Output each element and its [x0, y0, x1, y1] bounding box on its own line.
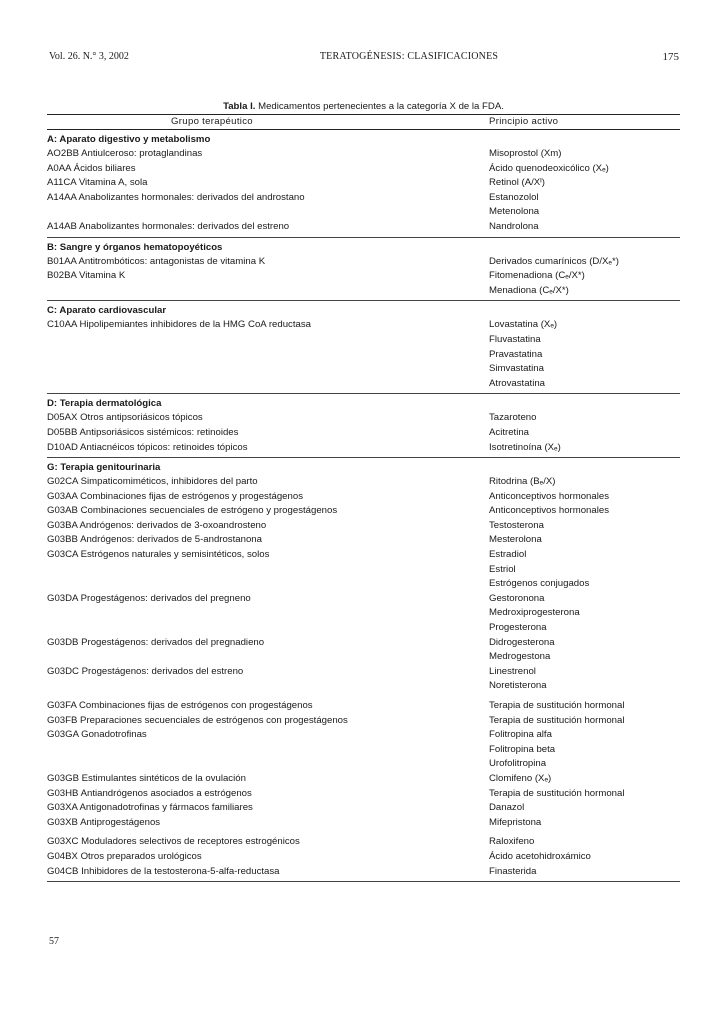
therapeutic-group-cell: G03DC Progestágenos: derivados del estreno [47, 665, 244, 677]
active-ingredient-cell: Folitropina alfa [489, 729, 552, 741]
table-row [47, 650, 680, 665]
therapeutic-group-cell: A0AA Ácidos biliares [47, 162, 136, 174]
table-row [47, 636, 680, 651]
active-ingredient-cell: Anticonceptivos hormonales [489, 505, 609, 517]
active-ingredient-cell: Lovastatina (Xₑ) [489, 319, 558, 331]
active-ingredient-cell: Terapia de sustitución hormonal [489, 700, 625, 711]
therapeutic-group-cell: G03DB Progestágenos: derivados del pregnadieno [47, 636, 265, 648]
table-row [47, 318, 680, 333]
therapeutic-group-cell: G03XC Moduladores selectivos de receptores estrogénicos [47, 836, 300, 848]
table-row [47, 441, 680, 456]
table-row [47, 475, 680, 490]
therapeutic-group-cell: A11CA Vitamina A, sola [47, 177, 148, 189]
section-heading: C: Aparato cardiovascular [47, 305, 167, 317]
table-section [47, 130, 680, 238]
table-section [47, 394, 680, 458]
column-header-active: Principio activo [489, 116, 559, 127]
table-row [47, 665, 680, 680]
active-ingredient-cell: Raloxifeno [489, 836, 535, 848]
table-row [47, 147, 680, 162]
table-row [47, 333, 680, 348]
table-section [47, 458, 680, 882]
section-heading: A: Aparato digestivo y metabolismo [47, 134, 211, 145]
active-ingredient-cell: Progesterona [489, 622, 547, 634]
volume-info: Vol. 26. N.° 3, 2002 [49, 51, 129, 62]
active-ingredient-cell: Testosterona [489, 519, 544, 531]
table-column-headers [47, 114, 680, 130]
active-ingredient-cell: Noretisterona [489, 680, 547, 692]
table-row [47, 220, 680, 235]
table-row [47, 577, 680, 592]
section-heading: D: Terapia dermatológica [47, 398, 162, 410]
active-ingredient-cell: Tazaroteno [489, 412, 537, 424]
therapeutic-group-cell: G03AB Combinaciones secuenciales de estrógeno y progestágenos [47, 505, 338, 517]
table-row [47, 743, 680, 758]
therapeutic-group-cell: G03BB Andrógenos: derivados de 5-androstanona [47, 534, 262, 546]
active-ingredient-cell: Danazol [489, 802, 525, 814]
active-ingredient-cell: Estriol [489, 563, 516, 575]
table-row [47, 865, 680, 880]
table-row [47, 176, 680, 191]
table-row [47, 772, 680, 787]
table-row [47, 191, 680, 206]
table-row [47, 816, 680, 831]
active-ingredient-cell: Gestoronona [489, 592, 545, 604]
table-caption [47, 100, 680, 114]
active-ingredient-cell: Ácido acetohidroxámico [489, 850, 591, 862]
therapeutic-group-cell: C10AA Hipolipemiantes inhibidores de la HMG CoA reductasa [47, 319, 311, 331]
running-header [49, 51, 679, 65]
active-ingredient-cell: Urofolitropina [489, 758, 547, 770]
table-body [47, 130, 680, 882]
section-heading: G: Terapia genitourinaria [47, 462, 161, 474]
therapeutic-group-cell: B01AA Antitrombóticos: antagonistas de vitamina K [47, 255, 266, 267]
active-ingredient-cell: Clomifeno (Xₑ) [489, 772, 552, 784]
therapeutic-group-cell: B02BA Vitamina K [47, 270, 126, 282]
active-ingredient-cell: Mesterolona [489, 534, 542, 546]
active-ingredient-cell: Estradiol [489, 549, 527, 561]
fda-category-x-table [47, 100, 680, 882]
table-row [47, 504, 680, 519]
active-ingredient-cell: Derivados cumarínicos (D/Xₑ*) [489, 255, 619, 267]
therapeutic-group-cell: G03XB Antiprogestágenos [47, 816, 161, 828]
active-ingredient-cell: Retinol (A/Xᴵ) [489, 177, 545, 189]
active-ingredient-cell: Fitomenadiona (Cₑ/X*) [489, 270, 585, 282]
active-ingredient-cell: Terapia de sustitución hormonal [489, 787, 625, 799]
therapeutic-group-cell: D05AX Otros antipsoriásicos tópicos [47, 412, 203, 424]
active-ingredient-cell: Isotretinoína (Xₑ) [489, 441, 561, 453]
therapeutic-group-cell: G03FB Preparaciones secuenciales de estrógenos con progestágenos [47, 714, 348, 726]
table-row [47, 533, 680, 548]
active-ingredient-cell: Fluvastatina [489, 333, 541, 345]
therapeutic-group-cell: G03GA Gonadotrofinas [47, 729, 147, 741]
therapeutic-group-cell: A14AA Anabolizantes hormonales: derivados del androstano [47, 191, 305, 203]
table-section [47, 238, 680, 302]
therapeutic-group-cell: G02CA Simpaticomiméticos, inhibidores del parto [47, 476, 258, 488]
table-row [47, 787, 680, 802]
active-ingredient-cell: Linestrenol [489, 665, 536, 677]
table-row [47, 519, 680, 534]
table-row [47, 548, 680, 563]
table-row [47, 606, 680, 621]
table-row [47, 757, 680, 772]
active-ingredient-cell: Acitretina [489, 426, 529, 438]
table-row [47, 269, 680, 284]
table-row [47, 835, 680, 850]
active-ingredient-cell: Terapia de sustitución hormonal [489, 714, 625, 726]
active-ingredient-cell: Estanozolol [489, 191, 539, 203]
active-ingredient-cell: Ritodrina (Bₑ/X) [489, 476, 556, 488]
table-row [47, 348, 680, 363]
table-row [47, 411, 680, 426]
therapeutic-group-cell: G04BX Otros preparados urológicos [47, 850, 202, 862]
active-ingredient-cell: Pravastatina [489, 348, 543, 360]
active-ingredient-cell: Menadiona (Cₑ/X*) [489, 284, 569, 296]
therapeutic-group-cell: G03GB Estimulantes sintéticos de la ovulación [47, 772, 246, 784]
active-ingredient-cell: Anticonceptivos hormonales [489, 490, 609, 502]
table-row [47, 592, 680, 607]
table-row [47, 205, 680, 220]
active-ingredient-cell: Medroxiprogesterona [489, 607, 580, 619]
table-row [47, 377, 680, 392]
column-header-group: Grupo terapéutico [171, 116, 253, 127]
table-section [47, 301, 680, 394]
active-ingredient-cell: Atrovastatina [489, 377, 545, 389]
therapeutic-group-cell: AO2BB Antiulceroso: protaglandinas [47, 148, 203, 159]
therapeutic-group-cell: G03CA Estrógenos naturales y semisintéticos, solos [47, 549, 270, 561]
active-ingredient-cell: Folitropina beta [489, 743, 556, 755]
table-row [47, 801, 680, 816]
therapeutic-group-cell: G03AA Combinaciones fijas de estrógenos y progestágenos [47, 490, 303, 502]
therapeutic-group-cell: A14AB Anabolizantes hormonales: derivados del estreno [47, 220, 290, 232]
active-ingredient-cell: Estrógenos conjugados [489, 578, 590, 590]
caption-text: Medicamentos pertenecientes a la categoría X de la FDA. [255, 101, 504, 112]
active-ingredient-cell: Ácido quenodeoxicólico (Xₑ) [489, 162, 609, 174]
active-ingredient-cell: Mifepristona [489, 816, 542, 828]
therapeutic-group-cell: G03BA Andrógenos: derivados de 3-oxoandrosteno [47, 519, 267, 531]
therapeutic-group-cell: D05BB Antipsoriásicos sistémicos: retinoides [47, 426, 239, 438]
table-row [47, 699, 680, 714]
active-ingredient-cell: Misoprostol (Xm) [489, 148, 562, 159]
therapeutic-group-cell: G04CB Inhibidores de la testosterona-5-alfa-reductasa [47, 865, 280, 877]
table-row [47, 563, 680, 578]
active-ingredient-cell: Nandrolona [489, 220, 539, 232]
table-row [47, 714, 680, 729]
section-heading: B: Sangre y órganos hematopoyéticos [47, 241, 223, 253]
therapeutic-group-cell: G03HB Antiandrógenos asociados a estrógenos [47, 787, 252, 799]
therapeutic-group-cell: G03DA Progestágenos: derivados del pregneno [47, 592, 251, 604]
table-row [47, 679, 680, 694]
table-row [47, 850, 680, 865]
page-folio: 57 [49, 936, 59, 947]
therapeutic-group-cell: G03XA Antigonadotrofinas y fármacos familiares [47, 802, 253, 814]
active-ingredient-cell: Metenolona [489, 206, 540, 218]
active-ingredient-cell: Medrogestona [489, 651, 551, 663]
section-title: TERATOGÉNESIS: CLASIFICACIONES [319, 51, 499, 62]
table-row [47, 728, 680, 743]
table-row [47, 362, 680, 377]
active-ingredient-cell: Didrogesterona [489, 636, 555, 648]
active-ingredient-cell: Finasterida [489, 865, 537, 877]
page-number: 175 [662, 51, 679, 63]
table-row [47, 621, 680, 636]
table-row [47, 284, 680, 299]
therapeutic-group-cell: G03FA Combinaciones fijas de estrógenos con progestágenos [47, 700, 313, 711]
table-row [47, 490, 680, 505]
caption-label: Tabla I. [223, 101, 256, 112]
table-row [47, 162, 680, 177]
therapeutic-group-cell: D10AD Antiacnéicos tópicos: retinoides tópicos [47, 441, 248, 453]
active-ingredient-cell: Simvastatina [489, 363, 544, 375]
table-row [47, 255, 680, 270]
table-row [47, 426, 680, 441]
